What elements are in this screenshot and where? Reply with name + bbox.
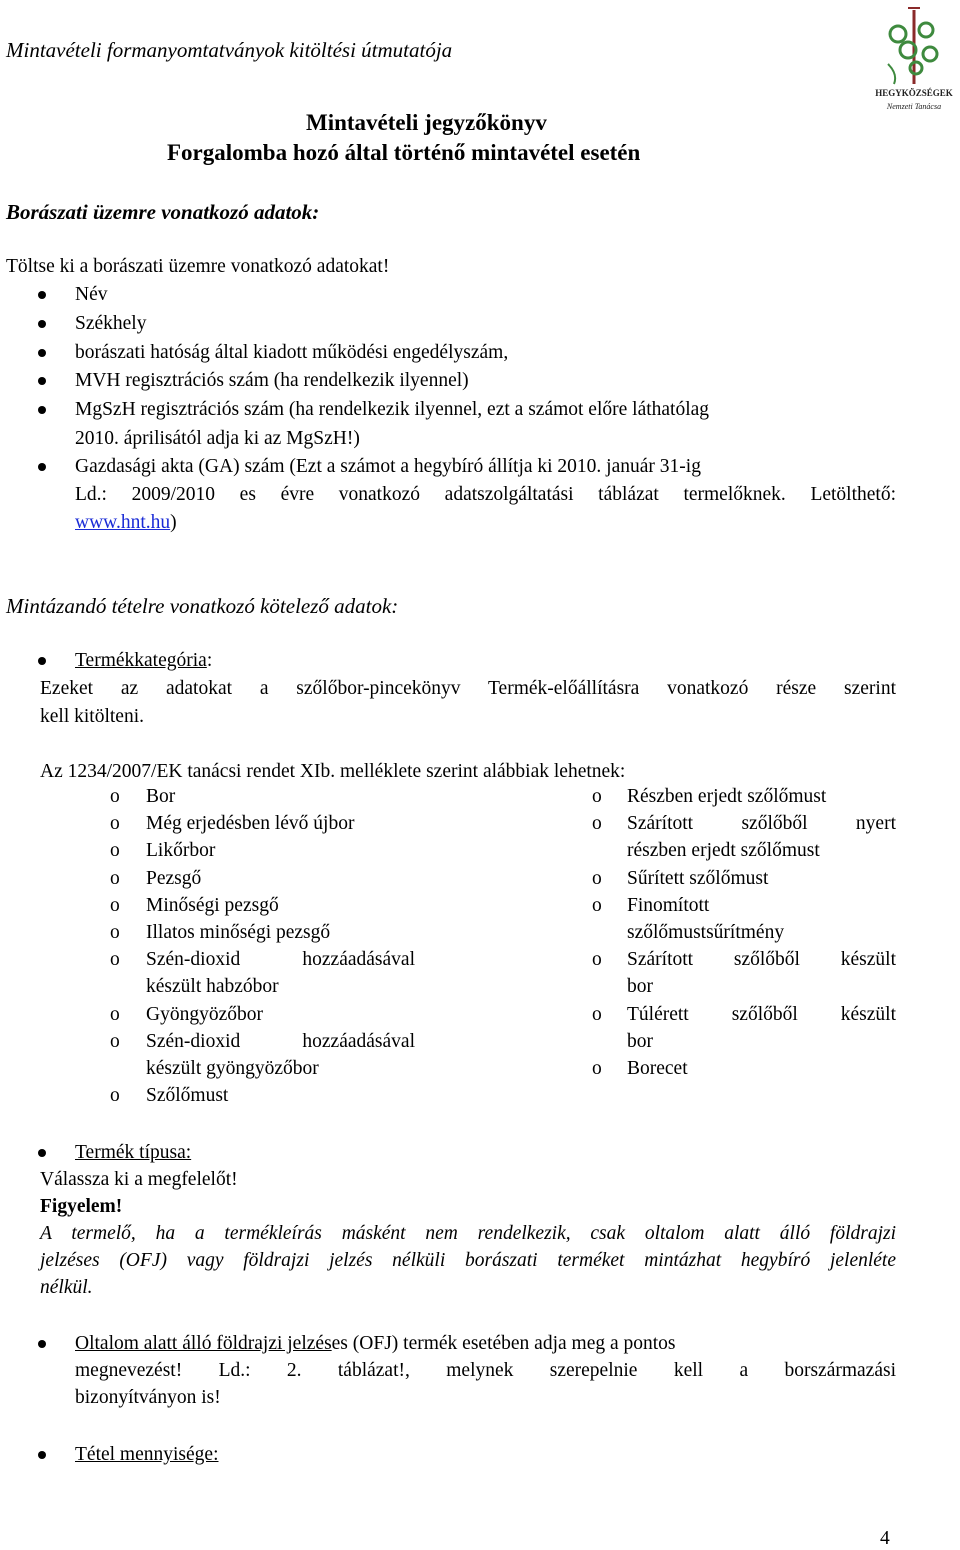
- product-category-option: Sűrített szőlőmust: [627, 867, 769, 889]
- product-type-label: Termék típusa:: [75, 1142, 192, 1163]
- product-category-option: bor: [627, 1030, 653, 1052]
- ofj-line: [75, 1333, 896, 1355]
- option-bullet-icon: o: [592, 1058, 602, 1079]
- option-bullet-icon: o: [110, 922, 120, 943]
- product-category-option: Finomított: [627, 894, 710, 916]
- running-title: Mintavételi formanyomtatványok kitöltési útmutatója: [6, 38, 453, 62]
- list-item-seat: Székhely: [75, 313, 147, 334]
- option-bullet-icon: o: [110, 894, 120, 916]
- product-category-option: Részben erjedt szőlőmust: [627, 786, 827, 807]
- category-colon: :: [206, 650, 213, 671]
- quantity-label: Tétel mennyisége:: [75, 1444, 219, 1465]
- option-bullet-icon: o: [592, 894, 602, 916]
- logo-text: HEGYKÖZSÉGEK: [875, 88, 953, 98]
- product-category-option: Borecet: [627, 1058, 688, 1079]
- section-heading-winery: Borászati üzemre vonatkozó adatok:: [6, 200, 320, 224]
- list-item-license: borászati hatóság által kiadott működési engedélyszám,: [75, 342, 509, 363]
- option-bullet-icon: o: [110, 1003, 120, 1025]
- ofj-text: es (OFJ) termék esetében adja meg a pontos: [331, 1333, 676, 1354]
- page-subtitle: Forgalomba hozó által történő mintavétel esetén: [167, 140, 641, 165]
- bullet-icon: [38, 657, 46, 665]
- bullet-icon: [38, 291, 46, 299]
- option-bullet-icon: o: [110, 949, 120, 971]
- option-bullet-icon: o: [110, 840, 120, 862]
- hnt-link[interactable]: www.hnt.hu: [75, 512, 171, 533]
- option-bullet-icon: o: [592, 949, 602, 971]
- bullet-icon: [38, 406, 46, 414]
- bullet-icon: [38, 349, 46, 357]
- ofj-line-3: bizonyítványon is!: [75, 1387, 221, 1408]
- link-suffix: ): [170, 512, 177, 533]
- regulation-text: Az 1234/2007/EK tanácsi rendet XIb. melléklete szerint alábbiak lehetnek:: [40, 761, 626, 782]
- ofj-line-2: megnevezést! Ld.: 2. táblázat!, melynek szerepelnie kell a borszármazási: [75, 1360, 896, 1381]
- warning-note-end: nélkül.: [40, 1277, 93, 1298]
- product-category-option: Szárított szőlőből készült: [627, 949, 896, 971]
- option-bullet-icon: o: [110, 867, 120, 889]
- option-bullet-icon: o: [110, 1030, 120, 1052]
- product-category-option: Szén-dioxid hozzáadásával: [146, 949, 415, 971]
- list-item-ga-link-line: [75, 512, 177, 534]
- warning-note-cont: jelzéses (OFJ) vagy földrajzi jelzés nélküli borászati terméket mintázhat hegybíró jelenléte: [40, 1250, 896, 1271]
- page-number: 4: [880, 1528, 890, 1549]
- product-category-option: készült gyöngyözőbor: [146, 1058, 319, 1079]
- category-description-cont: kell kitölteni.: [40, 706, 144, 727]
- winery-intro: Töltse ki a borászati üzemre vonatkozó adatokat!: [6, 256, 390, 277]
- bullet-icon: [38, 377, 46, 385]
- list-item-mgszh-cont: 2010. áprilisától adja ki az MgSzH!): [75, 428, 360, 449]
- section-heading-sample: Mintázandó tételre vonatkozó kötelező adatok:: [6, 594, 399, 618]
- bullet-icon: [38, 1340, 46, 1348]
- product-category-option: Pezsgő: [146, 867, 202, 889]
- product-category-option: Még erjedésben lévő újbor: [146, 813, 355, 835]
- option-bullet-icon: o: [592, 1003, 602, 1025]
- warning-note: A termelő, ha a termékleírás másként nem rendelkezik, csak oltalom alatt álló földrajzi: [40, 1223, 896, 1244]
- product-category-option: bor: [627, 976, 653, 998]
- product-category-option: Illatos minőségi pezsgő: [146, 922, 331, 943]
- page-title: Mintavételi jegyzőkönyv: [306, 110, 547, 135]
- list-item-mgszh: MgSzH regisztrációs szám (ha rendelkezik ilyennel, ezt a számot előre láthatólag: [75, 399, 710, 420]
- hegykozsegek-logo: [868, 4, 960, 124]
- option-bullet-icon: o: [110, 1085, 120, 1107]
- list-item-ga: Gazdasági akta (GA) szám (Ezt a számot a hegybíró állítja ki 2010. január 31-ig: [75, 456, 701, 477]
- product-category-option: készült habzóbor: [146, 976, 279, 998]
- product-category-option: Gyöngyözőbor: [146, 1003, 263, 1025]
- bullet-icon: [38, 463, 46, 471]
- option-bullet-icon: o: [592, 867, 602, 889]
- product-category-option: Minőségi pezsgő: [146, 894, 279, 916]
- list-item-mvh: MVH regisztrációs szám (ha rendelkezik ilyennel): [75, 370, 469, 391]
- product-category-option: Szárított szőlőből nyert: [627, 813, 896, 835]
- option-bullet-icon: o: [592, 813, 602, 835]
- logo-subtext: Nemzeti Tanácsa: [886, 102, 942, 111]
- category-description: Ezeket az adatokat a szőlőbor-pincekönyv Termék-előállításra vonatkozó része szerint: [40, 678, 896, 699]
- option-bullet-icon: o: [110, 813, 120, 835]
- product-category-option: Likőrbor: [146, 840, 216, 862]
- ofj-underlined: Oltalom alatt álló földrajzi jelzés: [75, 1333, 332, 1354]
- bullet-icon: [38, 1451, 46, 1459]
- product-category-option: részben erjedt szőlőmust: [627, 840, 820, 862]
- list-item-name: Név: [75, 284, 108, 305]
- product-category-option: Bor: [146, 786, 176, 807]
- bullet-icon: [38, 1149, 46, 1157]
- product-category-option: Szőlőmust: [146, 1085, 229, 1107]
- category-label: Termékkategória: [75, 650, 207, 671]
- warning-label: Figyelem!: [40, 1196, 123, 1217]
- product-category-option: szőlőmustsűrítmény: [627, 922, 785, 943]
- bullet-icon: [38, 320, 46, 328]
- product-category-option: Szén-dioxid hozzáadásával: [146, 1030, 415, 1052]
- product-category-option: Túlérett szőlőből készült: [627, 1003, 896, 1025]
- list-item-ga-cont: Ld.: 2009/2010 es évre vonatkozó adatszolgáltatási táblázat termelőknek. Letölthető:: [75, 484, 896, 505]
- choose-instruction: Válassza ki a megfelelőt!: [40, 1169, 238, 1190]
- option-bullet-icon: o: [592, 786, 602, 807]
- option-bullet-icon: o: [110, 786, 120, 807]
- category-label-line: [75, 650, 212, 672]
